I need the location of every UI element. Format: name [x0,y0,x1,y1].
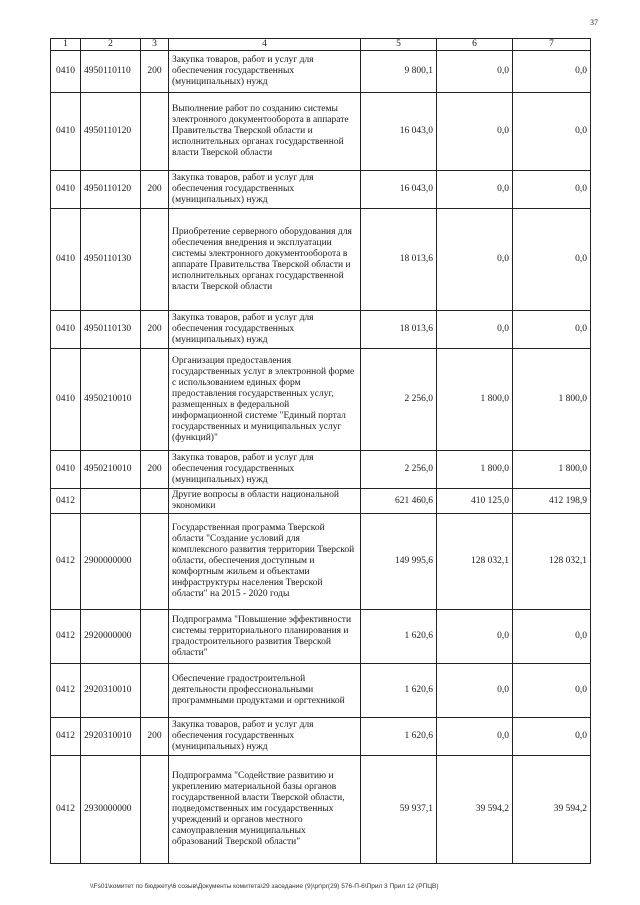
cell-target-article: 2920310010 [81,718,141,756]
column-header-1: 1 [51,39,81,51]
budget-table [50,38,591,864]
cell-amount-col6: 0,0 [437,93,513,171]
cell-amount-col5: 9 800,1 [361,51,437,93]
page-number: 37 [590,18,598,27]
table-row [51,311,591,349]
cell-target-article: 4950110120 [81,171,141,209]
cell-target-article: 4950210010 [81,451,141,489]
cell-expense-type: 200 [141,51,169,93]
table-row [51,171,591,209]
cell-expense-type [141,209,169,311]
cell-description: Закупка товаров, работ и услуг для обеспечения государственных (муниципальных) нужд [169,451,361,489]
footer-file-path: \\Fs01\комитет по бюджету\6 созыв\Документы комитета\29 заседание (9)\pr\pr(29) 576-П-6\Прил 3 Прил 12 (РПЦВ) [90,883,439,890]
cell-description: Выполнение работ по созданию системы электронного документооборота в аппарате Правительства Тверской области и исполнительных органах государственной власти Тверской области [169,93,361,171]
cell-amount-col6: 128 032,1 [437,514,513,610]
cell-target-article: 2900000000 [81,514,141,610]
cell-amount-col7: 0,0 [513,209,591,311]
cell-section-code: 0410 [51,209,81,311]
cell-target-article: 4950110110 [81,51,141,93]
cell-section-code: 0410 [51,349,81,451]
cell-amount-col5: 1 620,6 [361,664,437,718]
table-row [51,514,591,610]
cell-amount-col5: 2 256,0 [361,451,437,489]
column-header-3: 3 [141,39,169,51]
cell-amount-col7: 412 198,9 [513,489,591,514]
cell-description: Закупка товаров, работ и услуг для обеспечения государственных (муниципальных) нужд [169,718,361,756]
cell-amount-col7: 128 032,1 [513,514,591,610]
cell-amount-col6: 1 800,0 [437,451,513,489]
table-header-row [51,39,591,51]
cell-target-article: 2930000000 [81,756,141,864]
cell-section-code: 0410 [51,51,81,93]
cell-section-code: 0412 [51,756,81,864]
cell-amount-col7: 0,0 [513,664,591,718]
cell-expense-type: 200 [141,311,169,349]
cell-target-article: 4950110130 [81,311,141,349]
cell-amount-col7: 0,0 [513,718,591,756]
table-row [51,718,591,756]
table-row [51,209,591,311]
cell-amount-col5: 1 620,6 [361,610,437,664]
cell-expense-type: 200 [141,718,169,756]
cell-amount-col7: 39 594,2 [513,756,591,864]
cell-section-code: 0412 [51,489,81,514]
cell-amount-col6: 0,0 [437,311,513,349]
table-row [51,610,591,664]
cell-amount-col7: 0,0 [513,51,591,93]
cell-amount-col6: 0,0 [437,664,513,718]
table-row [51,93,591,171]
cell-expense-type [141,93,169,171]
cell-amount-col5: 16 043,0 [361,93,437,171]
cell-target-article: 4950110130 [81,209,141,311]
cell-amount-col6: 39 594,2 [437,756,513,864]
table-body [51,51,591,864]
cell-section-code: 0412 [51,514,81,610]
cell-target-article: 4950110120 [81,93,141,171]
cell-description: Закупка товаров, работ и услуг для обеспечения государственных (муниципальных) нужд [169,171,361,209]
cell-amount-col5: 59 937,1 [361,756,437,864]
cell-section-code: 0412 [51,718,81,756]
table-row [51,451,591,489]
cell-amount-col5: 18 013,6 [361,311,437,349]
cell-description: Закупка товаров, работ и услуг для обеспечения государственных (муниципальных) нужд [169,51,361,93]
cell-amount-col6: 0,0 [437,51,513,93]
column-header-4: 4 [169,39,361,51]
cell-target-article: 2920000000 [81,610,141,664]
cell-amount-col7: 0,0 [513,93,591,171]
cell-section-code: 0410 [51,311,81,349]
cell-target-article: 2920310010 [81,664,141,718]
cell-expense-type [141,756,169,864]
cell-amount-col7: 0,0 [513,171,591,209]
cell-amount-col5: 1 620,6 [361,718,437,756]
cell-amount-col5: 149 995,6 [361,514,437,610]
cell-expense-type [141,514,169,610]
cell-target-article [81,489,141,514]
cell-amount-col7: 0,0 [513,311,591,349]
cell-amount-col6: 0,0 [437,209,513,311]
cell-amount-col6: 0,0 [437,610,513,664]
cell-amount-col5: 2 256,0 [361,349,437,451]
cell-section-code: 0412 [51,610,81,664]
cell-amount-col5: 16 043,0 [361,171,437,209]
table-row [51,51,591,93]
cell-expense-type [141,349,169,451]
cell-amount-col7: 1 800,0 [513,451,591,489]
cell-section-code: 0410 [51,93,81,171]
cell-description: Обеспечение градостроительной деятельности профессиональными программными продуктами и оргтехникой [169,664,361,718]
cell-amount-col6: 410 125,0 [437,489,513,514]
cell-description: Организация предоставления государственных услуг в электронной форме с использованием единых форм предоставления государственных услуг, размещенных в федеральной информационной системе "Единый портал государственных и муниципальных услуг (функций)" [169,349,361,451]
cell-expense-type [141,489,169,514]
cell-expense-type: 200 [141,171,169,209]
cell-amount-col6: 0,0 [437,171,513,209]
cell-description: Государственная программа Тверской области "Создание условий для комплексного развития территории Тверской области, обеспечения доступным и комфортным жильем и объектами инфраструктуры населения Тверской области" на 2015 - 2020 годы [169,514,361,610]
column-header-2: 2 [81,39,141,51]
cell-description: Другие вопросы в области национальной экономики [169,489,361,514]
cell-section-code: 0412 [51,664,81,718]
cell-amount-col7: 0,0 [513,610,591,664]
cell-amount-col6: 1 800,0 [437,349,513,451]
table-row [51,664,591,718]
cell-description: Подпрограмма "Содействие развитию и укреплению материальной базы органов государственной власти Тверской области, подведомственных им государственных учреждений и органов местного самоуправления муниципальных образований Тверской области" [169,756,361,864]
table-row [51,349,591,451]
cell-expense-type: 200 [141,451,169,489]
cell-section-code: 0410 [51,171,81,209]
cell-amount-col5: 18 013,6 [361,209,437,311]
cell-expense-type [141,664,169,718]
cell-description: Подпрограмма "Повышение эффективности системы территориального планирования и градостроительного развития Тверской области" [169,610,361,664]
column-header-7: 7 [513,39,591,51]
column-header-6: 6 [437,39,513,51]
cell-description: Приобретение серверного оборудования для обеспечения внедрения и эксплуатации системы электронного документооборота в аппарате Правительства Тверской области и исполнительных органах государственной власти Тверской области [169,209,361,311]
cell-amount-col7: 1 800,0 [513,349,591,451]
cell-section-code: 0410 [51,451,81,489]
column-header-5: 5 [361,39,437,51]
table-row [51,756,591,864]
cell-amount-col5: 621 460,6 [361,489,437,514]
cell-description: Закупка товаров, работ и услуг для обеспечения государственных (муниципальных) нужд [169,311,361,349]
cell-target-article: 4950210010 [81,349,141,451]
cell-amount-col6: 0,0 [437,718,513,756]
table-row [51,489,591,514]
cell-expense-type [141,610,169,664]
